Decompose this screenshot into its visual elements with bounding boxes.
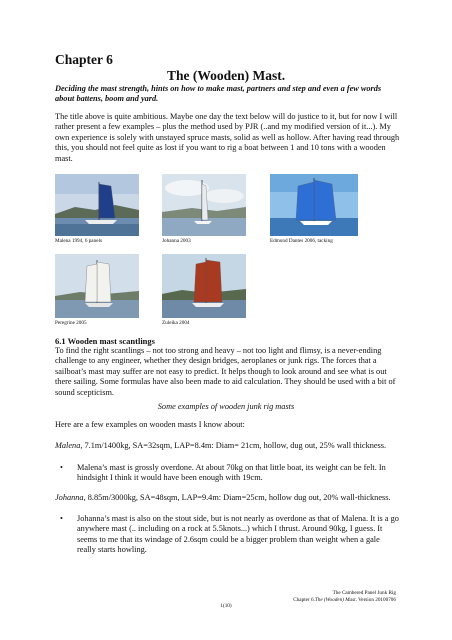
johanna-bullet-text: Johanna’s mast is also on the stout side, but is not nearly as overdone as that of Malena. It is a go anywhere mast (.. including on a rock at 5.5knots...) which I thrust. Around 90kg, I guess. It seems to me that its windage of 2.6sqm could be a bigger problem than weight when a gale really starts howling. [77, 514, 399, 555]
photo-group-caption: Some examples of wooden junk rig masts [157, 402, 295, 411]
footer-book-title: The Cambered Panel Junk Rig [332, 590, 396, 596]
footer-chapter-prefix: Chapter 6. [293, 596, 315, 603]
photo-caption-johanna: Johanna 2003 [162, 238, 191, 244]
malena-name: Malena [55, 441, 81, 450]
subtitle: Deciding the mast strength, hints on how to make mast, partners and step and even a few words about battens, boom and yard. [55, 84, 382, 103]
photo-peregrine [55, 254, 139, 318]
page-title: The (Wooden) Mast. [166, 68, 286, 83]
malena-spec-text: , 7.1m/1400kg, SA=32sqm, LAP=8.4m: Diam= 21cm, hollow, dug out, 25% wall thickness. [80, 441, 387, 450]
examples-intro: Here are a few examples on wooden masts I know about: [55, 420, 245, 429]
list-item-malena [60, 463, 400, 485]
list-item-johanna [60, 514, 400, 558]
photo-caption-malena: Malena 1994, 6 panels [55, 238, 102, 244]
footer-chapter-title: The (Wooden) Mast [314, 596, 356, 603]
footer [293, 590, 396, 603]
photo-caption-zuleika: Zuleika 2004 [162, 320, 190, 326]
photo-johanna [162, 174, 246, 236]
photo-caption-peregrine: Peregrine 2005 [55, 320, 87, 326]
section-heading: 6.1 Wooden mast scantlings [55, 336, 155, 346]
malena-bullet-text: Malena’s mast is grossly overdone. At about 70kg on that little boat, its weight can be felt. In hindsight I think it would have been enough with 19cm. [77, 463, 386, 483]
photo-zuleika [162, 254, 246, 318]
section-paragraph: To find the right scantlings – not too strong and heavy – not too light and flimsy, is a never-ending challenge to any engineer, whether they design bridges, aeroplanes or junk rigs. The forces that a sailboat’s mast may suffer are not easy to predict. It helps though to look around and see what is out there sailing. Some formulas have also been made to aid calculation. They should be used with a bit of sound scepticism. [55, 346, 396, 397]
malena-spec [55, 441, 403, 451]
page-number: 1(10) [220, 603, 232, 609]
footer-version: . Version 20100706 [355, 596, 396, 603]
johanna-spec [55, 493, 403, 503]
photo-edmond-dantes [270, 174, 358, 236]
intro-paragraph: The title above is quite ambitious. Maybe one day the text below will do justice to it, but for now I will rather present a few examples – plus the method used by PJR (..and my modified version of it...). My own experience is solely with unstayed spruce masts, solid as well as hollow. After having read through this, you should not feel quite as lost if you want to rig a boat between 1 and 10 tons with a wooden mast. [55, 112, 400, 163]
johanna-spec-text: , 8.85m/3000kg, SA=48sqm, LAP=9.4m: Diam=25cm, hollow dug out, 20% wall-thickness. [83, 493, 391, 502]
bullet-icon: • [60, 514, 63, 523]
photo-caption-edmond-dantes: Edmond Dantes 2006, tacking [270, 238, 333, 244]
johanna-name: Johanna [55, 493, 84, 502]
bullet-icon: • [60, 463, 63, 472]
photo-malena [55, 174, 139, 236]
chapter-label: Chapter 6 [55, 52, 113, 67]
